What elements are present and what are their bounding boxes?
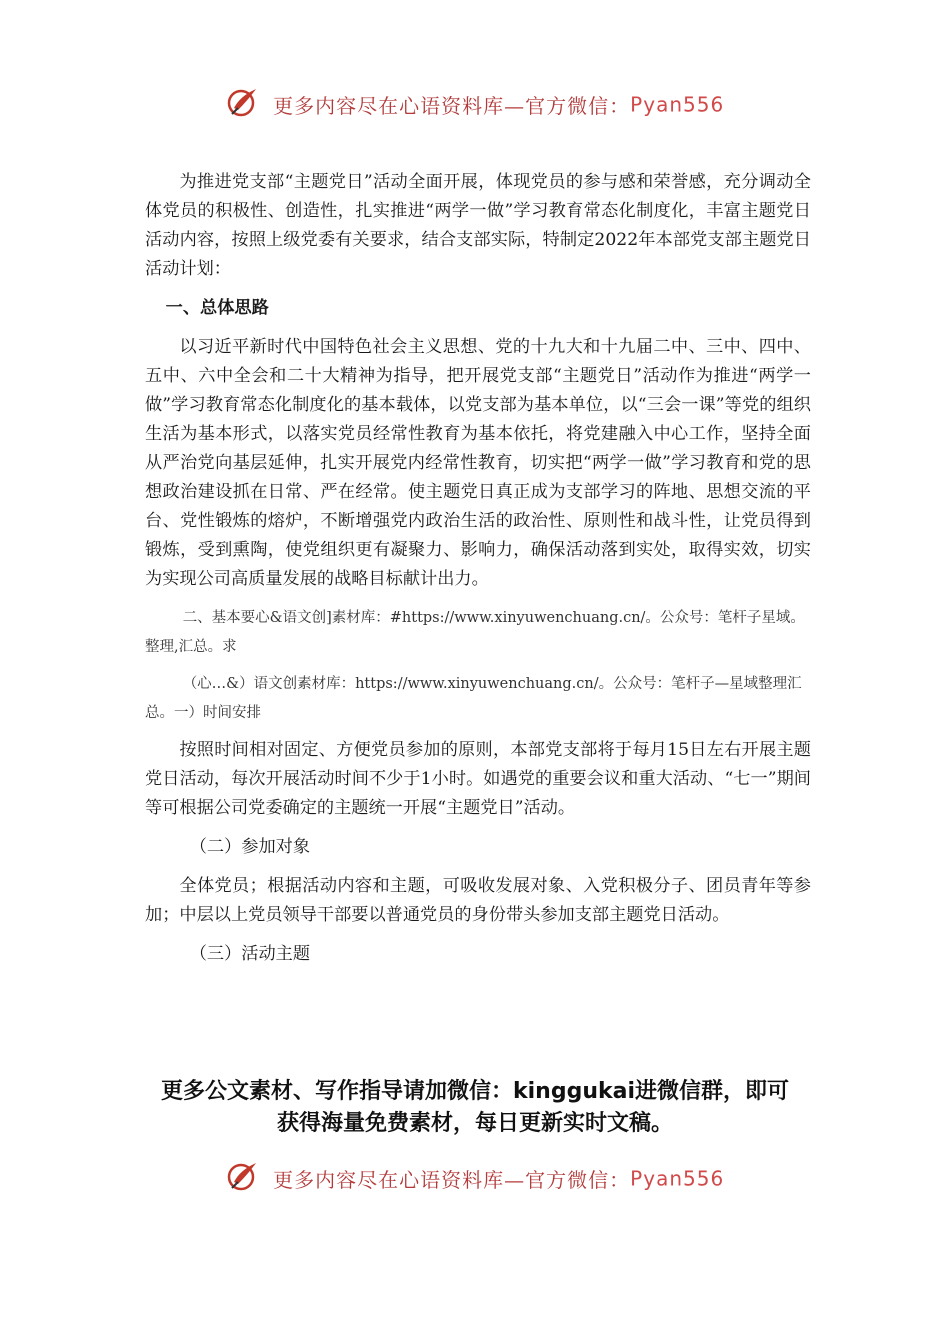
header-banner-id: Pyan556 [630, 92, 725, 117]
participants-paragraph: 全体党员；根据活动内容和主题，可吸收发展对象、入党积极分子、团员青年等参加；中层以上党员领导干部要以普通党员的身份带头参加支部主题党日活动。 [145, 876, 811, 925]
subheading-theme: （三）活动主题 [189, 944, 311, 964]
promo-line-1: 更多公文素材、写作指导请加微信：kinggukai进微信群，即可 [160, 1079, 789, 1104]
intro-paragraph: 为推进党支部“主题党日”活动全面开展，体现党员的参与感和荣誉感，充分调动全体党员的积极性、创造性，扎实推进“两学一做”学习教育常态化制度化，丰富主题党日活动内容，按照上级党委有关要求，结合支部实际，特制定2022年本部党支部主题党日活动计划： [145, 172, 811, 279]
quill-seal-logo-icon [226, 86, 262, 123]
watermark-note-1: 二、基本要心&语文创]素材库：#https://www.xinyuwenchuang.cn/。公众号：笔杆子星域。整理,汇总。求 [145, 610, 805, 655]
promo-block [0, 1076, 950, 1140]
quill-seal-logo-icon [226, 1160, 262, 1197]
overall-approach-paragraph: 以习近平新时代中国特色社会主义思想、党的十九大和十九届二中、三中、四中、五中、六中全会和二十大精神为指导，把开展党支部“主题党日”活动作为推进“两学一做”学习教育常态化制度化的基本载体，以党支部为基本单位，以“三会一课”等党的组织生活为基本形式，以落实党员经常性教育为基本依托，将党建融入中心工作，坚持全面从严治党向基层延伸，扎实开展党内经常性教育，切实把“两学一做”学习教育和党的思想政治建设抓在日常、严在经常。使主题党日真正成为支部学习的阵地、思想交流的平台、党性锻炼的熔炉，不断增强党内政治生活的政治性、原则性和战斗性，让党员得到锻炼，受到熏陶，使党组织更有凝聚力、影响力，确保活动落到实处，取得实效，切实为实现公司高质量发展的战略目标献计出力。 [145, 337, 811, 589]
watermark-note-2: （心…&）语文创素材库：https://www.xinyuwenchuang.cn/。公众号：笔杆子—星域整理汇总。一）时间安排 [145, 676, 802, 721]
section-heading-1: 一、总体思路 [165, 298, 269, 318]
footer-banner-text: 更多内容尽在心语资料库—官方微信： [273, 1168, 631, 1192]
footer-banner [0, 1160, 950, 1197]
promo-line-2: 获得海量免费素材，每日更新实时文稿。 [276, 1111, 673, 1136]
schedule-paragraph: 按照时间相对固定、方便党员参加的原则，本部党支部将于每月15日左右开展主题党日活动，每次开展活动时间不少于1小时。如遇党的重要会议和重大活动、“七一”期间等可根据公司党委确定的主题统一开展“主题党日”活动。 [145, 740, 811, 818]
subheading-participants: （二）参加对象 [189, 837, 311, 857]
footer-banner-id: Pyan556 [630, 1166, 725, 1191]
header-banner-text: 更多内容尽在心语资料库—官方微信： [273, 94, 631, 118]
document-body [145, 168, 811, 979]
header-banner [0, 86, 950, 123]
